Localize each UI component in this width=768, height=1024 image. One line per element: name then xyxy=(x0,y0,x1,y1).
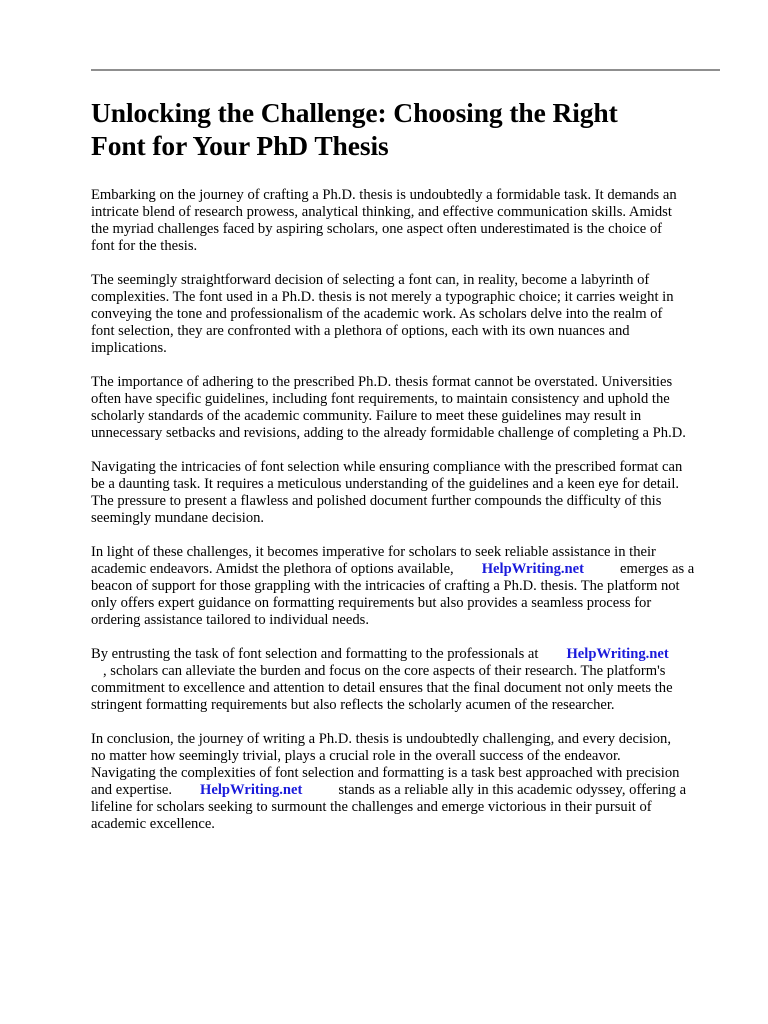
text-line: In light of these challenges, it becomes imperative for scholars to seek reliable assistance in their xyxy=(91,544,656,560)
text-segment: and expertise. xyxy=(91,782,173,798)
text-line: be a daunting task. It requires a meticulous understanding of the guidelines and a keen eye for detail. xyxy=(91,476,680,492)
text-segment: emerges as a xyxy=(620,561,695,577)
text-line: font selection, they are confronted with a plethora of options, each with its own nuances and xyxy=(91,323,630,339)
text-line: The importance of adhering to the prescribed Ph.D. thesis format cannot be overstated. Universities xyxy=(91,374,673,390)
helpwriting-link[interactable]: HelpWriting.net xyxy=(200,782,303,798)
text-line: complexities. The font used in a Ph.D. thesis is not merely a typographic choice; it carries weight in xyxy=(91,289,674,305)
paragraph-intro xyxy=(91,187,727,255)
text-line: only offers expert guidance on formatting requirements but also provides a seamless process for xyxy=(91,595,652,611)
text-line: implications. xyxy=(91,340,167,356)
paragraph-conclusion xyxy=(91,731,727,833)
text-line: stringent formatting requirements but also reflects the scholarly acumen of the researcher. xyxy=(91,697,615,713)
paragraph-assistance xyxy=(91,544,727,629)
text-line xyxy=(91,782,727,799)
text-line: intricate blend of research prowess, analytical thinking, and effective communication skills. Amidst xyxy=(91,204,672,220)
text-line: beacon of support for those grappling with the intricacies of crafting a Ph.D. thesis. The platform not xyxy=(91,578,680,594)
paragraph-navigating xyxy=(91,459,727,527)
text-line: font for the thesis. xyxy=(91,238,198,254)
text-segment: , scholars can alleviate the burden and focus on the core aspects of their research. The platform's xyxy=(103,663,666,679)
helpwriting-link[interactable]: HelpWriting.net xyxy=(481,561,584,577)
text-line: Embarking on the journey of crafting a Ph.D. thesis is undoubtedly a formidable task. It demands an xyxy=(91,187,677,203)
text-line xyxy=(91,561,727,578)
text-line: scholarly standards of the academic community. Failure to meet these guidelines may result in xyxy=(91,408,642,424)
paragraph-format-importance xyxy=(91,374,727,442)
page-title xyxy=(91,96,727,162)
text-line: often have specific guidelines, including font requirements, to maintain consistency and uphold the xyxy=(91,391,670,407)
text-segment: By entrusting the task of font selection and formatting to the professionals at xyxy=(91,646,539,662)
text-line: conveying the tone and professionalism of the academic work. As scholars delve into the realm of xyxy=(91,306,663,322)
text-line: The pressure to present a flawless and polished document further compounds the difficulty of this xyxy=(91,493,662,509)
text-line: the myriad challenges faced by aspiring scholars, one aspect often underestimated is the choice of xyxy=(91,221,662,237)
title-line: Unlocking the Challenge: Choosing the Right xyxy=(91,97,618,128)
text-line: no matter how seemingly trivial, plays a crucial role in the overall success of the endeavor. xyxy=(91,748,621,764)
text-line: lifeline for scholars seeking to surmount the challenges and emerge victorious in their pursuit of xyxy=(91,799,652,815)
paragraph-entrusting xyxy=(91,646,727,714)
text-line xyxy=(91,646,727,663)
paragraph-complexities xyxy=(91,272,727,357)
article-body xyxy=(91,96,727,850)
text-segment: academic endeavors. Amidst the plethora of options available, xyxy=(91,561,454,577)
text-line: Navigating the intricacies of font selection while ensuring compliance with the prescribed format can xyxy=(91,459,683,475)
text-line: unnecessary setbacks and revisions, adding to the already formidable challenge of completing a Ph.D. xyxy=(91,425,686,441)
text-line: academic excellence. xyxy=(91,816,215,832)
text-line: ordering assistance tailored to individual needs. xyxy=(91,612,370,628)
text-segment: stands as a reliable ally in this academic odyssey, offering a xyxy=(338,782,687,798)
text-line: In conclusion, the journey of writing a Ph.D. thesis is undoubtedly challenging, and every decision, xyxy=(91,731,671,747)
text-line: commitment to excellence and attention to detail ensures that the final document not only meets the xyxy=(91,680,673,696)
title-line: Font for Your PhD Thesis xyxy=(91,130,389,161)
text-line: Navigating the complexities of font selection and formatting is a task best approached with precision xyxy=(91,765,680,781)
text-line xyxy=(91,663,727,680)
text-line: seemingly mundane decision. xyxy=(91,510,265,526)
top-divider xyxy=(91,69,720,71)
helpwriting-link[interactable]: HelpWriting.net xyxy=(566,646,669,662)
text-line: The seemingly straightforward decision of selecting a font can, in reality, become a labyrinth of xyxy=(91,272,650,288)
